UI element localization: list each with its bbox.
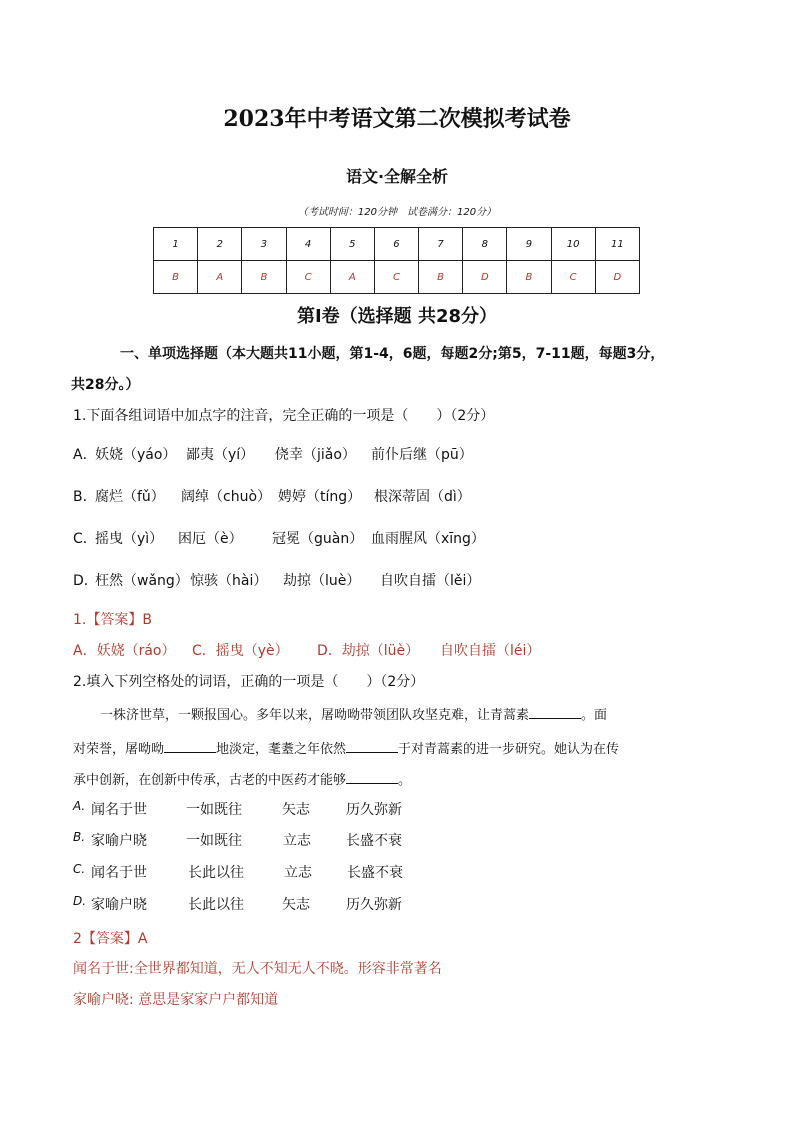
option-label: B. (73, 830, 86, 844)
fill-blank (346, 740, 398, 753)
option-item: 一如既往 (186, 833, 242, 849)
passage-text: 地淡定，耄耋之年依然 (216, 742, 347, 757)
option-label: D. (73, 894, 87, 908)
option-item: 家喻户晓 (91, 897, 147, 913)
option-item: 摇曳（yì） (95, 531, 164, 547)
passage-line (73, 769, 411, 788)
fill-blank (529, 706, 581, 719)
passage-text: 。 (398, 773, 412, 788)
option-item: 闻名于世 (91, 802, 147, 818)
part-title: 第I卷（选择题 共28分） (296, 306, 497, 327)
answer-table-number-row (154, 228, 640, 261)
option-item: 历久弥新 (346, 897, 402, 913)
analysis-item: 自吹自擂（léi） (440, 643, 541, 659)
option-item: 惊骇（hài） (190, 573, 268, 589)
table-cell: B (154, 261, 198, 294)
option-item: 根深蒂固（dì） (374, 489, 471, 505)
option-item: 家喻户晓 (91, 833, 147, 849)
option-item: 自吹自擂（lěi） (380, 573, 481, 589)
analysis-item: C．摇曳（yè） (192, 643, 289, 659)
option-label: C. (73, 862, 86, 876)
option-item: 长此以往 (188, 897, 244, 913)
option-item: 历久弥新 (346, 802, 402, 818)
table-cell: B (507, 261, 551, 294)
page-title: 2023年中考语文第二次模拟考试卷 (223, 106, 571, 132)
page-subtitle: 语文·全解全析 (345, 167, 449, 186)
passage-text: 。面 (581, 708, 608, 723)
table-cell: B (419, 261, 463, 294)
section-heading: 一、单项选择题（本大题共11小题，第1-4，6题，每题2分;第5，7-11题，每题3分， (120, 346, 665, 362)
table-cell: C (551, 261, 595, 294)
option-item: 鄙夷（yí） (186, 447, 255, 463)
option-item: 立志 (284, 865, 312, 881)
option-label: B． (73, 489, 97, 505)
option-item: 娉婷（tíng） (278, 489, 362, 505)
table-cell: 1 (154, 228, 198, 261)
option-item: 闻名于世 (91, 865, 147, 881)
table-cell: 9 (507, 228, 551, 261)
option-label: D． (73, 573, 98, 589)
passage-line (73, 738, 619, 757)
table-cell: D (463, 261, 507, 294)
q1-stem: 1.下面各组词语中加点字的注音，完全正确的一项是（ ）（2分） (73, 408, 495, 424)
q1-answer: 1.【答案】B (73, 612, 152, 628)
option-item: 劫掠（luè） (283, 573, 361, 589)
table-cell: 5 (330, 228, 374, 261)
option-item: 长盛不衰 (346, 833, 402, 849)
passage-line (100, 704, 607, 723)
table-cell: 4 (286, 228, 330, 261)
table-cell: D (595, 261, 639, 294)
option-item: 矢志 (282, 802, 310, 818)
option-item: 立志 (283, 833, 311, 849)
table-cell: A (198, 261, 242, 294)
table-cell: C (286, 261, 330, 294)
table-cell: B (242, 261, 286, 294)
option-item: 侥幸（jiǎo） (275, 447, 356, 463)
option-item: 一如既往 (186, 802, 242, 818)
table-cell: 3 (242, 228, 286, 261)
option-item: 血雨腥风（xīng） (371, 531, 485, 547)
section-heading-continued: 共28分。） (71, 377, 140, 393)
table-cell: 11 (595, 228, 639, 261)
answer-table-answer-row (154, 261, 640, 294)
table-cell: 8 (463, 228, 507, 261)
option-item: 枉然（wǎng） (95, 573, 189, 589)
table-cell: 10 (551, 228, 595, 261)
table-cell: 2 (198, 228, 242, 261)
option-label: A． (73, 447, 97, 463)
option-item: 长此以往 (188, 865, 244, 881)
analysis-item: D．劫掠（lüè） (317, 643, 420, 659)
table-cell: A (330, 261, 374, 294)
fill-blank (346, 771, 398, 784)
passage-text: 一株济世草，一颗报国心。多年以来，屠呦呦带领团队攻坚克难，让青蒿素 (100, 708, 530, 723)
option-item: 腐烂（fǔ） (95, 489, 165, 505)
option-label: C． (73, 531, 97, 547)
q2-stem: 2.填入下列空格处的词语，正确的一项是（ ）（2分） (73, 674, 425, 690)
passage-text: 对荣誉，屠呦呦 (73, 742, 165, 757)
option-item: 前仆后继（pū） (371, 447, 473, 463)
passage-text: 承中创新，在创新中传承，古老的中医药才能够 (73, 773, 347, 788)
option-item: 冠冕（guàn） (272, 531, 364, 547)
option-item: 妖娆（yáo） (95, 447, 177, 463)
table-cell: 6 (374, 228, 418, 261)
q2-analysis-line: 家喻户晓: 意思是家家户户都知道 (73, 992, 279, 1008)
option-item: 矢志 (282, 897, 310, 913)
table-cell: 7 (419, 228, 463, 261)
option-item: 阔绰（chuò） (181, 489, 272, 505)
q2-analysis-line: 闻名于世:全世界都知道，无人不知无人不晓。形容非常著名 (73, 961, 442, 977)
passage-text: 于对青蒿素的进一步研究。她认为在传 (398, 742, 620, 757)
analysis-item: A．妖娆（ráo） (73, 643, 176, 659)
option-item: 长盛不衰 (347, 865, 403, 881)
answer-table (153, 227, 640, 294)
table-cell: C (374, 261, 418, 294)
option-label: A. (73, 799, 86, 813)
exam-info: （考试时间：120分钟 试卷满分：120分） (297, 207, 497, 218)
fill-blank (164, 740, 216, 753)
option-item: 困厄（è） (178, 531, 243, 547)
q2-answer: 2【答案】A (73, 931, 148, 947)
